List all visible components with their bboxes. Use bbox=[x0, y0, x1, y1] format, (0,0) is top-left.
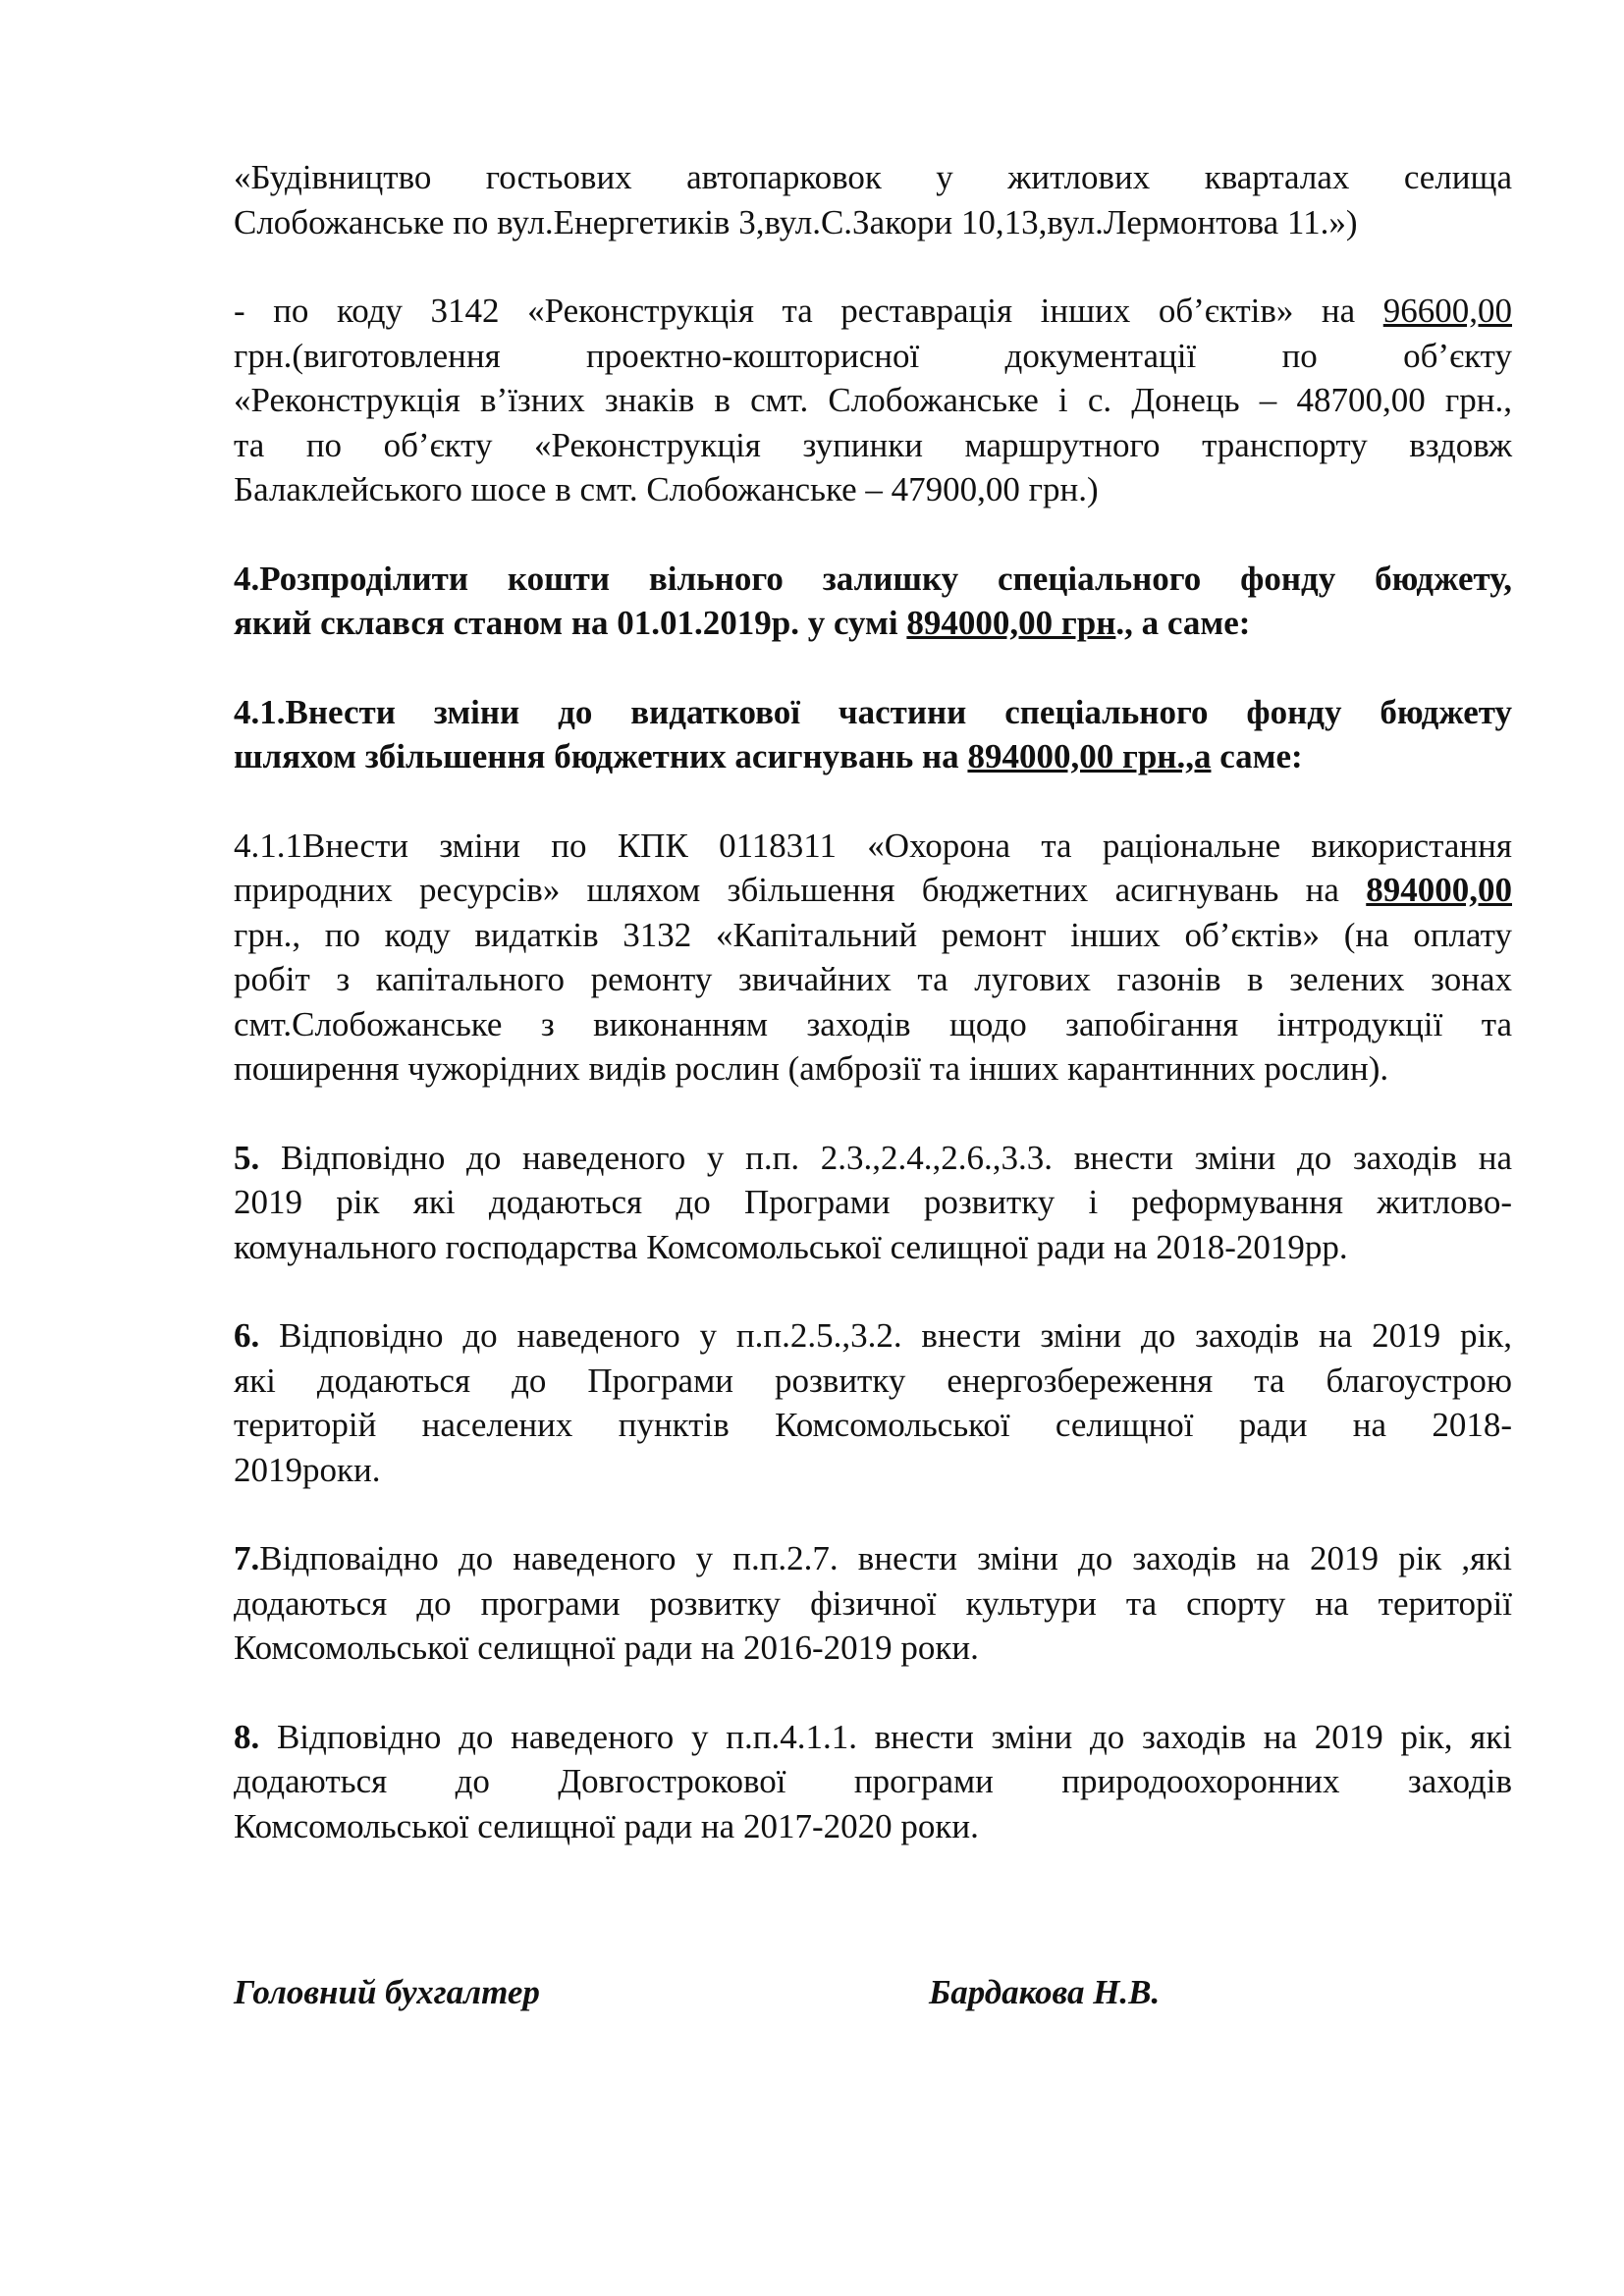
text-fragment: Відповаідно до наведеного у п.п.2.7. внести зміни до заходів на 2019 рік ,які bbox=[259, 1539, 1512, 1577]
text-line: 4.1.1Внести зміни по КПК 0118311 «Охорона та раціональне використання bbox=[234, 826, 1512, 865]
text-line: Комсомольської селищної ради на 2017-2020 роки. bbox=[234, 1806, 979, 1845]
text-line: 4.Розпроділити кошти вільного залишку спеціального фонду бюджету, bbox=[234, 559, 1512, 598]
paragraph-section-8 bbox=[234, 1715, 1512, 1849]
document-body bbox=[234, 155, 1512, 1893]
paragraph-section-4 bbox=[234, 557, 1512, 646]
text-line: та по об’єкту «Реконструкція зупинки маршрутного транспорту вздовж bbox=[234, 425, 1512, 464]
text-line bbox=[234, 1536, 1512, 1581]
text-line: «Реконструкція в’їзних знаків в смт. Слобожанське і с. Донець – 48700,00 грн., bbox=[234, 381, 1512, 419]
text-fragment: який склався станом на 01.01.2019р. у сумі bbox=[234, 604, 907, 642]
text-line: Комсомольської селищної ради на 2016-2019 роки. bbox=[234, 1629, 979, 1667]
paragraph-section-5 bbox=[234, 1136, 1512, 1270]
section-number: 7. bbox=[234, 1539, 260, 1577]
amount-894000: 894000,00 bbox=[1366, 871, 1512, 909]
text-line: «Будівництво гостьових автопарковок у житлових кварталах селища bbox=[234, 158, 1512, 196]
text-fragment: шляхом збільшення бюджетних асигнувань на bbox=[234, 737, 968, 775]
text-line bbox=[234, 734, 1512, 779]
paragraph-section-6 bbox=[234, 1313, 1512, 1492]
text-fragment: Відповідно до наведеного у п.п. 2.3.,2.4.,2.6.,3.3. внести зміни до заходів на bbox=[259, 1138, 1512, 1177]
text-line: смт.Слобожанське з виконанням заходів щодо запобігання інтродукції та bbox=[234, 1004, 1512, 1043]
text-line: додаються до Довгострокової програми природоохоронних заходів bbox=[234, 1762, 1512, 1800]
text-line: робіт з капітального ремонту звичайних та лугових газонів в зелених зонах bbox=[234, 960, 1512, 998]
text-fragment: природних ресурсів» шляхом збільшення бюджетних асигнувань на bbox=[234, 871, 1367, 909]
text-line: Балаклейського шосе в смт. Слобожанське – 47900,00 грн.) bbox=[234, 470, 1099, 508]
amount-894000: 894000,00 грн.,а bbox=[967, 737, 1212, 775]
amount-894000: 894000,00 грн bbox=[906, 604, 1116, 642]
paragraph-parking-construction bbox=[234, 155, 1512, 244]
text-line bbox=[234, 1313, 1512, 1359]
paragraph-section-4-1-1 bbox=[234, 824, 1512, 1092]
paragraph-section-4-1 bbox=[234, 690, 1512, 779]
text-fragment: ., а саме: bbox=[1115, 604, 1251, 642]
text-fragment: Відповідно до наведеного у п.п.4.1.1. внести зміни до заходів на 2019 рік, які bbox=[259, 1717, 1512, 1756]
text-line: Слобожанське по вул.Енергетиків 3,вул.С.Закори 10,13,вул.Лермонтова 11.») bbox=[234, 202, 1358, 241]
text-line: 4.1.Внести зміни до видаткової частини спеціального фонду бюджету bbox=[234, 692, 1512, 731]
paragraph-code-3142 bbox=[234, 289, 1512, 512]
text-line bbox=[234, 1715, 1512, 1760]
paragraph-section-7 bbox=[234, 1536, 1512, 1671]
section-number: 8. bbox=[234, 1717, 260, 1756]
text-line: 2019 рік які додаються до Програми розвитку і реформування житлово- bbox=[234, 1183, 1512, 1221]
text-line bbox=[234, 289, 1512, 334]
text-line: територій населених пунктів Комсомольської селищної ради на 2018- bbox=[234, 1406, 1512, 1444]
text-line: комунального господарства Комсомольської селищної ради на 2018-2019рр. bbox=[234, 1227, 1348, 1266]
text-line bbox=[234, 868, 1512, 913]
signature-name: Бардакова Н.В. bbox=[929, 1973, 1161, 2011]
section-number: 5. bbox=[234, 1138, 260, 1177]
text-line: 2019роки. bbox=[234, 1450, 381, 1489]
text-fragment: - по коду 3142 «Реконструкція та реставрація інших об’єктів» на bbox=[234, 292, 1383, 330]
text-line: поширення чужорідних видів рослин (амброзії та інших карантинних рослин). bbox=[234, 1049, 1389, 1088]
text-line bbox=[234, 601, 1512, 646]
signature-position: Головний бухгалтер bbox=[234, 1973, 540, 2011]
text-fragment: Відповідно до наведеного у п.п.2.5.,3.2. внести зміни до заходів на 2019 рік, bbox=[259, 1316, 1512, 1355]
text-fragment: саме: bbox=[1211, 737, 1303, 775]
amount-96600: 96600,00 bbox=[1382, 292, 1512, 330]
section-number: 6. bbox=[234, 1316, 260, 1355]
text-line: грн., по коду видатків 3132 «Капітальний ремонт інших об’єктів» (на оплату bbox=[234, 915, 1512, 954]
text-line: які додаються до Програми розвитку енергозбереження та благоустрою bbox=[234, 1361, 1512, 1400]
text-line: грн.(виготовлення проектно-кошторисної документації по об’єкту bbox=[234, 336, 1512, 375]
text-line: додаються до програми розвитку фізичної культури та спорту на території bbox=[234, 1583, 1512, 1623]
text-line bbox=[234, 1136, 1512, 1181]
